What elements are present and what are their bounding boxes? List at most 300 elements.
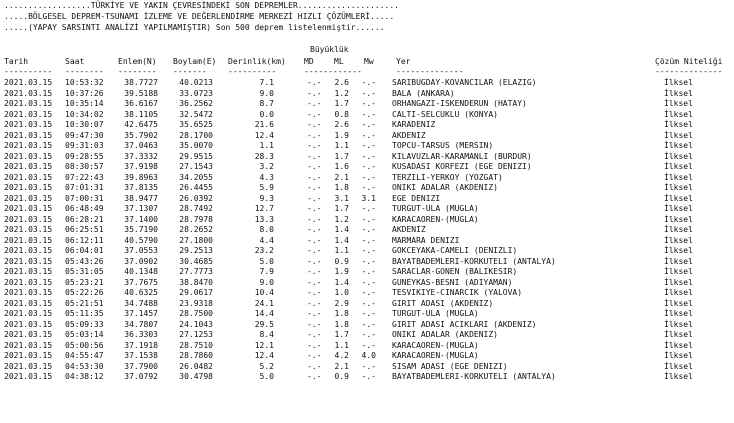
- place-cell: ORHANGAZI-ISKENDERUN (HATAY): [392, 99, 527, 108]
- latitude-cell: 40.6325: [124, 288, 158, 297]
- mw-cell: -.-: [361, 130, 376, 140]
- latitude-cell: 36.6167: [124, 99, 158, 108]
- table-row: [0, 78, 734, 88]
- depth-cell: 28.3: [254, 151, 274, 161]
- time-cell: 05:00:56: [65, 340, 104, 350]
- date-cell: 2021.03.15: [4, 99, 53, 108]
- table-row: [0, 99, 734, 109]
- time-cell: 07:00:31: [65, 193, 104, 203]
- place-cell: EGE DENIZI: [392, 193, 441, 203]
- solution-quality-cell: İlksel: [664, 141, 693, 150]
- longitude-cell: 40.0213: [179, 78, 213, 87]
- depth-cell: 9.0: [259, 88, 274, 98]
- ml-cell: 0.9: [334, 372, 349, 381]
- depth-cell: 21.6: [254, 120, 274, 129]
- date-cell: 2021.03.15: [4, 109, 53, 119]
- table-row: [0, 204, 734, 214]
- longitude-cell: 27.1800: [179, 235, 213, 245]
- place-cell: SARACLAR-GONEN (BALIKESIR): [392, 267, 518, 276]
- date-cell: 2021.03.15: [4, 88, 53, 98]
- depth-cell: 8.0: [259, 225, 274, 234]
- table-row: [0, 141, 734, 151]
- column-derinlik: Derinlik(km): [228, 57, 286, 66]
- solution-quality-cell: İlksel: [664, 172, 693, 182]
- mw-cell: -.-: [361, 88, 376, 98]
- table-row: [0, 131, 734, 141]
- md-cell: -.-: [307, 225, 322, 234]
- depth-cell: 4.3: [259, 172, 274, 182]
- place-cell: MARMARA DENIZI: [392, 235, 460, 245]
- solution-quality-cell: İlksel: [664, 372, 693, 381]
- place-cell: KARADENIZ: [392, 120, 436, 129]
- depth-cell: 12.4: [254, 351, 274, 360]
- separator-enlem: --------: [118, 67, 157, 76]
- md-cell: -.-: [307, 267, 322, 276]
- depth-cell: 23.2: [254, 246, 274, 255]
- mw-cell: -.-: [361, 319, 376, 329]
- ml-cell: 0.9: [334, 256, 349, 266]
- time-cell: 04:53:30: [65, 361, 104, 371]
- place-cell: BAYATBADEMLERI-KORKUTELI (ANTALYA): [392, 256, 556, 266]
- mw-cell: -.-: [361, 99, 376, 108]
- ml-cell: 1.2: [334, 214, 349, 224]
- solution-quality-cell: İlksel: [664, 246, 693, 255]
- ml-cell: 1.4: [334, 277, 349, 287]
- table-row: [0, 152, 734, 162]
- time-cell: 10:37:26: [65, 88, 104, 98]
- mw-cell: -.-: [361, 151, 376, 161]
- mw-cell: -.-: [361, 256, 376, 266]
- table-row: [0, 225, 734, 235]
- time-cell: 09:28:55: [65, 151, 104, 161]
- column-enlem: Enlem(N): [118, 57, 157, 66]
- separator-magnitude: ------------: [304, 67, 362, 76]
- ml-cell: 1.8: [334, 319, 349, 329]
- time-cell: 07:01:31: [65, 183, 104, 192]
- depth-cell: 7.9: [259, 267, 274, 276]
- md-cell: -.-: [307, 330, 322, 339]
- table-row: [0, 162, 734, 172]
- latitude-cell: 38.1105: [124, 109, 158, 119]
- date-cell: 2021.03.15: [4, 162, 53, 171]
- latitude-cell: 42.6475: [124, 120, 158, 129]
- time-cell: 05:23:21: [65, 277, 104, 287]
- md-cell: -.-: [307, 235, 322, 245]
- solution-quality-cell: İlksel: [664, 277, 693, 287]
- date-cell: 2021.03.15: [4, 193, 53, 203]
- longitude-cell: 28.2652: [179, 225, 213, 234]
- table-row: [0, 330, 734, 340]
- latitude-cell: 39.8963: [124, 172, 158, 182]
- latitude-cell: 37.0463: [124, 141, 158, 150]
- longitude-cell: 35.0070: [179, 141, 213, 150]
- date-cell: 2021.03.15: [4, 130, 53, 140]
- place-cell: TURGUT-ULA (MUGLA): [392, 204, 479, 213]
- ml-cell: 0.8: [334, 109, 349, 119]
- date-cell: 2021.03.15: [4, 246, 53, 255]
- date-cell: 2021.03.15: [4, 277, 53, 287]
- place-cell: ONIKI ADALAR (AKDENIZ): [392, 330, 498, 339]
- latitude-cell: 40.1348: [124, 267, 158, 276]
- depth-cell: 9.3: [259, 193, 274, 203]
- ml-cell: 1.1: [334, 141, 349, 150]
- place-cell: BAYATBADEMLERI-KORKUTELI (ANTALYA): [392, 372, 556, 381]
- place-cell: KARACAOREN-(MUGLA): [392, 340, 479, 350]
- place-cell: GUNEYKAS-BESNI (ADIYAMAN): [392, 277, 513, 287]
- date-cell: 2021.03.15: [4, 172, 53, 182]
- latitude-cell: 37.1538: [124, 351, 158, 360]
- table-row: [0, 257, 734, 267]
- latitude-cell: 35.7902: [124, 130, 158, 140]
- depth-cell: 0.0: [259, 109, 274, 119]
- solution-quality-cell: İlksel: [664, 99, 693, 108]
- md-cell: -.-: [307, 120, 322, 129]
- depth-cell: 10.4: [254, 288, 274, 297]
- depth-cell: 5.0: [259, 372, 274, 381]
- ml-cell: 1.1: [334, 246, 349, 255]
- ml-cell: 2.6: [334, 120, 349, 129]
- mw-cell: -.-: [361, 162, 376, 171]
- table-row: [0, 215, 734, 225]
- depth-cell: 7.1: [259, 78, 274, 87]
- depth-cell: 9.0: [259, 277, 274, 287]
- place-cell: TESVIKIYE-CINARCIK (YALOVA): [392, 288, 523, 297]
- mw-cell: -.-: [361, 183, 376, 192]
- separator-boylam: -------: [173, 67, 207, 76]
- time-cell: 09:47:30: [65, 130, 104, 140]
- ml-cell: 1.7: [334, 151, 349, 161]
- md-cell: -.-: [307, 88, 322, 98]
- date-cell: 2021.03.15: [4, 330, 53, 339]
- depth-cell: 8.4: [259, 330, 274, 339]
- mw-cell: -.-: [361, 214, 376, 224]
- time-cell: 06:12:11: [65, 235, 104, 245]
- mw-cell: -.-: [361, 277, 376, 287]
- depth-cell: 12.1: [254, 340, 274, 350]
- longitude-cell: 28.7510: [179, 340, 213, 350]
- ml-cell: 1.8: [334, 183, 349, 192]
- solution-quality-cell: İlksel: [664, 309, 693, 318]
- md-cell: -.-: [307, 130, 322, 140]
- solution-quality-cell: İlksel: [664, 214, 693, 224]
- ml-cell: 1.7: [334, 99, 349, 108]
- time-cell: 05:22:26: [65, 288, 104, 297]
- time-cell: 04:38:12: [65, 372, 104, 381]
- time-cell: 06:48:49: [65, 204, 104, 213]
- time-cell: 05:31:05: [65, 267, 104, 276]
- column-tarih: Tarih: [4, 57, 29, 66]
- column-boylam: Boylam(E): [173, 57, 217, 66]
- md-cell: -.-: [307, 193, 322, 203]
- place-cell: CALTI-SELCUKLU (KONYA): [392, 109, 498, 119]
- place-cell: KUSADASI KORFEZI (EGE DENIZI): [392, 162, 532, 171]
- md-cell: -.-: [307, 141, 322, 150]
- md-cell: -.-: [307, 183, 322, 192]
- longitude-cell: 24.1043: [179, 319, 213, 329]
- separator-yer: --------------: [396, 67, 464, 76]
- table-row: [0, 110, 734, 120]
- longitude-cell: 27.1253: [179, 330, 213, 339]
- date-cell: 2021.03.15: [4, 351, 53, 360]
- ml-cell: 1.1: [334, 340, 349, 350]
- time-cell: 06:25:51: [65, 225, 104, 234]
- ml-cell: 2.6: [334, 78, 349, 87]
- date-cell: 2021.03.15: [4, 309, 53, 318]
- depth-cell: 1.1: [259, 141, 274, 150]
- mw-cell: 3.1: [361, 193, 376, 203]
- latitude-cell: 38.9477: [124, 193, 158, 203]
- place-cell: KILAVUZLAR-KARAMANLI (BURDUR): [392, 151, 532, 161]
- ml-cell: 1.9: [334, 267, 349, 276]
- mw-cell: -.-: [361, 330, 376, 339]
- mw-cell: -.-: [361, 204, 376, 213]
- latitude-cell: 37.9198: [124, 162, 158, 171]
- longitude-cell: 28.7978: [179, 214, 213, 224]
- longitude-cell: 33.0723: [179, 88, 213, 98]
- md-cell: -.-: [307, 361, 322, 371]
- solution-quality-cell: İlksel: [664, 183, 693, 192]
- latitude-cell: 36.3303: [124, 330, 158, 339]
- solution-quality-cell: İlksel: [664, 288, 693, 297]
- table-row: [0, 372, 734, 382]
- latitude-cell: 37.7900: [124, 361, 158, 371]
- date-cell: 2021.03.15: [4, 78, 53, 87]
- mw-cell: -.-: [361, 141, 376, 150]
- ml-cell: 1.2: [334, 88, 349, 98]
- depth-cell: 12.4: [254, 130, 274, 140]
- latitude-cell: 34.7807: [124, 319, 158, 329]
- solution-quality-cell: İlksel: [664, 267, 693, 276]
- longitude-cell: 38.8470: [179, 277, 213, 287]
- md-cell: -.-: [307, 298, 322, 308]
- date-cell: 2021.03.15: [4, 151, 53, 161]
- date-cell: 2021.03.15: [4, 256, 53, 266]
- column-header-row: [0, 57, 734, 67]
- date-cell: 2021.03.15: [4, 141, 53, 150]
- mw-cell: -.-: [361, 78, 376, 87]
- place-cell: BALA (ANKARA): [392, 88, 455, 98]
- solution-quality-cell: İlksel: [664, 298, 693, 308]
- magnitude-group-label: [0, 45, 734, 55]
- date-cell: 2021.03.15: [4, 214, 53, 224]
- date-cell: 2021.03.15: [4, 340, 53, 350]
- table-row: [0, 183, 734, 193]
- place-cell: KARACAOREN-(MUGLA): [392, 351, 479, 360]
- place-cell: TOPCU-TARSUS (MERSIN): [392, 141, 494, 150]
- table-row: [0, 299, 734, 309]
- depth-cell: 24.1: [254, 298, 274, 308]
- time-cell: 04:55:47: [65, 351, 104, 360]
- depth-cell: 5.2: [259, 361, 274, 371]
- longitude-cell: 34.2055: [179, 172, 213, 182]
- depth-cell: 4.4: [259, 235, 274, 245]
- time-cell: 08:30:57: [65, 162, 104, 171]
- place-cell: SARIBUGDAY-KOVANCILAR (ELAZIG): [392, 78, 537, 87]
- time-cell: 09:31:03: [65, 141, 104, 150]
- time-cell: 10:30:07: [65, 120, 104, 129]
- md-cell: -.-: [307, 172, 322, 182]
- longitude-cell: 30.4798: [179, 372, 213, 381]
- md-cell: -.-: [307, 151, 322, 161]
- depth-cell: 3.2: [259, 162, 274, 171]
- time-cell: 10:53:32: [65, 78, 104, 87]
- solution-quality-cell: İlksel: [664, 130, 693, 140]
- longitude-cell: 29.2513: [179, 246, 213, 255]
- ml-cell: 3.1: [334, 193, 349, 203]
- solution-quality-cell: İlksel: [664, 78, 693, 87]
- latitude-cell: 37.1918: [124, 340, 158, 350]
- place-cell: ONIKI ADALAR (AKDENIZ): [392, 183, 498, 192]
- longitude-cell: 26.4455: [179, 183, 213, 192]
- longitude-cell: 23.9318: [179, 298, 213, 308]
- depth-cell: 14.4: [254, 309, 274, 318]
- table-row: [0, 120, 734, 130]
- place-cell: AKDENIZ: [392, 225, 426, 234]
- time-cell: 05:21:51: [65, 298, 104, 308]
- date-cell: 2021.03.15: [4, 288, 53, 297]
- place-cell: GOKCEYAKA-CAMELI (DENIZLI): [392, 246, 518, 255]
- time-cell: 06:04:01: [65, 246, 104, 255]
- time-cell: 10:34:02: [65, 109, 104, 119]
- separator-tarih: ----------: [4, 67, 53, 76]
- ml-cell: 1.7: [334, 330, 349, 339]
- md-cell: -.-: [307, 351, 322, 360]
- latitude-cell: 37.0553: [124, 246, 158, 255]
- latitude-cell: 35.7190: [124, 225, 158, 234]
- solution-quality-cell: İlksel: [664, 361, 693, 371]
- latitude-cell: 37.0902: [124, 256, 158, 266]
- mw-cell: -.-: [361, 235, 376, 245]
- latitude-cell: 34.7488: [124, 298, 158, 308]
- longitude-cell: 28.7860: [179, 351, 213, 360]
- date-cell: 2021.03.15: [4, 372, 53, 381]
- mw-cell: 4.0: [361, 351, 376, 360]
- solution-quality-cell: İlksel: [664, 319, 693, 329]
- ml-cell: 4.2: [334, 351, 349, 360]
- solution-quality-cell: İlksel: [664, 120, 693, 129]
- table-row: [0, 89, 734, 99]
- place-cell: SISAM ADASI (EGE DENIZI): [392, 361, 508, 371]
- place-cell: GIRIT ADASI (AKDENIZ): [392, 298, 494, 308]
- table-row: [0, 320, 734, 330]
- ml-cell: 1.4: [334, 235, 349, 245]
- ml-cell: 2.1: [334, 172, 349, 182]
- ml-cell: 1.6: [334, 162, 349, 171]
- column-ml: ML: [334, 57, 344, 66]
- date-cell: 2021.03.15: [4, 319, 53, 329]
- time-cell: 06:28:21: [65, 214, 104, 224]
- longitude-cell: 28.7500: [179, 309, 213, 318]
- ml-cell: 1.0: [334, 288, 349, 297]
- table-row: [0, 278, 734, 288]
- latitude-cell: 37.8135: [124, 183, 158, 192]
- mw-cell: -.-: [361, 309, 376, 318]
- solution-quality-cell: İlksel: [664, 151, 693, 161]
- mw-cell: -.-: [361, 246, 376, 255]
- separator-derinlik: ----------: [228, 67, 277, 76]
- solution-quality-cell: İlksel: [664, 235, 693, 245]
- solution-quality-cell: İlksel: [664, 256, 693, 266]
- table-row: [0, 173, 734, 183]
- ml-cell: 1.9: [334, 130, 349, 140]
- latitude-cell: 37.7675: [124, 277, 158, 287]
- time-cell: 05:43:26: [65, 256, 104, 266]
- latitude-cell: 38.7727: [124, 78, 158, 87]
- solution-quality-cell: İlksel: [664, 193, 693, 203]
- md-cell: -.-: [307, 109, 322, 119]
- md-cell: -.-: [307, 246, 322, 255]
- date-cell: 2021.03.15: [4, 235, 53, 245]
- header-title: ..................TÜRKİYE VE YAKIN ÇEVRESİNDEKİ SON DEPREMLER.....................: [4, 1, 399, 10]
- column-separator-row: [0, 67, 734, 77]
- table-row: [0, 246, 734, 256]
- md-cell: -.-: [307, 162, 322, 171]
- mw-cell: -.-: [361, 120, 376, 129]
- latitude-cell: 37.0792: [124, 372, 158, 381]
- md-cell: -.-: [307, 204, 322, 213]
- depth-cell: 8.7: [259, 99, 274, 108]
- ml-cell: 2.1: [334, 361, 349, 371]
- mw-cell: -.-: [361, 172, 376, 182]
- place-cell: GIRIT ADASI ACIKLARI (AKDENIZ): [392, 319, 537, 329]
- ml-cell: 1.4: [334, 225, 349, 234]
- table-row: [0, 288, 734, 298]
- date-cell: 2021.03.15: [4, 267, 53, 276]
- mw-cell: -.-: [361, 361, 376, 371]
- place-cell: TERZILI-YERKOY (YOZGAT): [392, 172, 503, 182]
- longitude-cell: 30.4685: [179, 256, 213, 266]
- mw-cell: -.-: [361, 225, 376, 234]
- solution-quality-cell: İlksel: [664, 109, 693, 119]
- time-cell: 05:03:14: [65, 330, 104, 339]
- md-cell: -.-: [307, 78, 322, 87]
- latitude-cell: 37.3332: [124, 151, 158, 161]
- depth-cell: 13.3: [254, 214, 274, 224]
- column-mw: Mw: [364, 57, 374, 66]
- mw-cell: -.-: [361, 298, 376, 308]
- ml-cell: 1.7: [334, 204, 349, 213]
- solution-quality-cell: İlksel: [664, 88, 693, 98]
- solution-quality-cell: İlksel: [664, 162, 693, 171]
- date-cell: 2021.03.15: [4, 183, 53, 192]
- md-cell: -.-: [307, 99, 322, 108]
- longitude-cell: 26.0392: [179, 193, 213, 203]
- table-row: [0, 362, 734, 372]
- md-cell: -.-: [307, 256, 322, 266]
- depth-cell: 29.5: [254, 319, 274, 329]
- mw-cell: -.-: [361, 340, 376, 350]
- magnitude-group-heading: Büyüklük: [310, 45, 349, 54]
- mw-cell: -.-: [361, 372, 376, 381]
- column-saat: Saat: [65, 57, 85, 66]
- time-cell: 05:09:33: [65, 319, 104, 329]
- longitude-cell: 32.5472: [179, 109, 213, 119]
- mw-cell: -.-: [361, 267, 376, 276]
- solution-quality-cell: İlksel: [664, 340, 693, 350]
- column-cozum: Çözüm Niteliği: [655, 57, 723, 66]
- table-row: [0, 309, 734, 319]
- place-cell: KARACAOREN-(MUGLA): [392, 214, 479, 224]
- longitude-cell: 28.1700: [179, 130, 213, 140]
- solution-quality-cell: İlksel: [664, 204, 693, 213]
- date-cell: 2021.03.15: [4, 120, 53, 129]
- table-row: [0, 236, 734, 246]
- mw-cell: -.-: [361, 109, 376, 119]
- md-cell: -.-: [307, 319, 322, 329]
- mw-cell: -.-: [361, 288, 376, 297]
- latitude-cell: 37.1457: [124, 309, 158, 318]
- md-cell: -.-: [307, 288, 322, 297]
